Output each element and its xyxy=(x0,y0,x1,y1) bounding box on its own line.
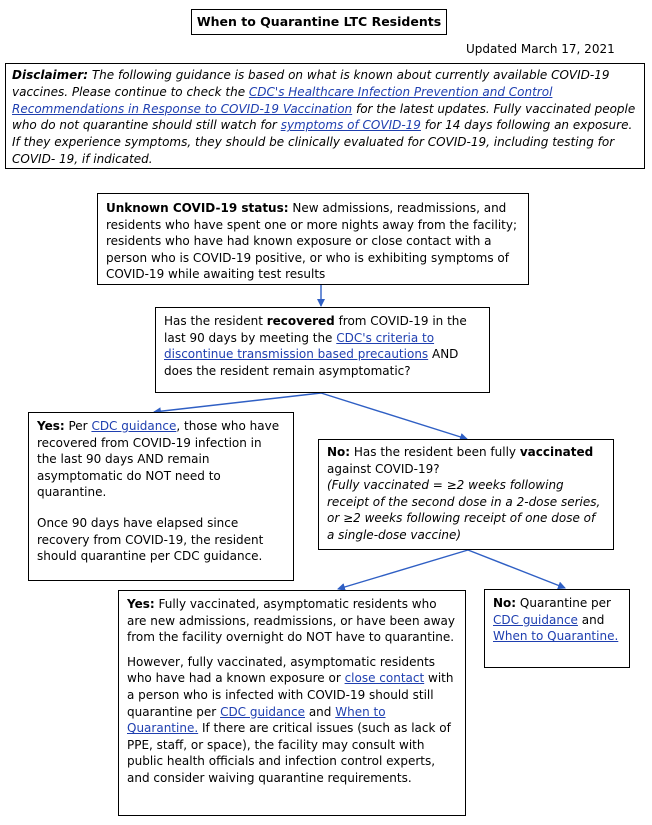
unknown-status-label: Unknown COVID-19 status: xyxy=(106,201,289,215)
cdc-criteria-link[interactable]: CDC's criteria to discontinue transmission based precautions xyxy=(164,330,435,362)
when-to-quarantine-link[interactable]: When to Quarantine. xyxy=(127,704,386,736)
recovered-text-3: AND does the resident remain asymptomatic? xyxy=(164,347,459,378)
no-quarantine-box xyxy=(484,589,630,668)
yes-recovered-box xyxy=(28,412,294,581)
updated-date: Updated March 17, 2021 xyxy=(466,42,615,56)
fully-vaccinated-definition: (Fully vaccinated = ≥2 weeks following receipt of the second dose in a 2-dose series, or ≥2 weeks following receipt of one dose of a single-dose vaccine) xyxy=(327,478,601,542)
recovered-bold: recovered xyxy=(266,314,335,328)
no-vacc-text-1: Has the resident been fully xyxy=(350,445,520,459)
yes-vacc-text-1: Fully vaccinated, asymptomatic residents who are new admissions, readmissions, or have been away from the facility overnight do NOT have to quarantine. xyxy=(127,597,455,645)
yes-vacc-text-2b: with a person who is infected with COVID-19 should still quarantine per xyxy=(127,671,454,719)
yes-vacc-text-2d: If there are critical issues (such as lack of PPE, staff, or space), the facility may consult with public health officials and infection control experts, and consider waiving quarantine requirements. xyxy=(127,721,451,785)
cdc-guidance-link-2[interactable]: CDC guidance xyxy=(220,704,305,719)
no-quar-text-2: and xyxy=(577,612,605,627)
no-vacc-bold: vaccinated xyxy=(519,445,594,459)
when-to-quarantine-link-2[interactable]: When to Quarantine. xyxy=(493,629,619,644)
cdc-guidance-link[interactable]: CDC guidance xyxy=(91,419,177,433)
yes-vacc-text-2c: and xyxy=(305,704,336,719)
arrow-recovered-to-yes xyxy=(154,393,321,412)
yes-vacc-text-2a: However, fully vaccinated, asymptomatic residents who have had a known exposure or xyxy=(127,654,436,686)
disclaimer-text-3: for 14 days following an exposure. If they experience symptoms, they should be clinically evaluated for COVID-19, including testing for COVID- 19, if indicated. xyxy=(12,118,633,166)
cdc-guidance-link-3[interactable]: CDC guidance xyxy=(493,612,578,627)
yes-vacc-label: Yes: xyxy=(127,597,155,611)
disclaimer-label: Disclaimer: xyxy=(12,68,89,82)
cdc-vaccination-recommendations-link[interactable]: CDC's Healthcare Infection Prevention and Control Recommendations in Response to COVID-19 Vaccination xyxy=(12,84,553,116)
covid-symptoms-link[interactable]: symptoms of COVID-19 xyxy=(280,118,421,133)
no-vacc-label: No: xyxy=(327,445,351,459)
arrow-vaccinated-to-no xyxy=(468,550,565,588)
yes-recovered-label: Yes: xyxy=(37,419,65,433)
unknown-status-text: New admissions, readmissions, and residents who have spent one or more nights away from the facility; residents who have had known exposure or close contact with a person who is COVID-19 positive, or who is exhibiting symptoms of COVID-19 while awaiting test results xyxy=(106,201,518,282)
no-quar-label: No: xyxy=(493,596,517,610)
yes-recovered-text-2: , those who have recovered from COVID-19 infection in the last 90 days AND remain asymptomatic do NOT need to quarantine. xyxy=(37,419,280,500)
close-contact-link[interactable]: close contact xyxy=(344,671,425,686)
yes-vaccinated-box xyxy=(118,590,466,816)
recovered-text-2: from COVID-19 in the last 90 days by meeting the xyxy=(164,314,467,345)
recovered-text-1: Has the resident xyxy=(164,314,267,328)
disclaimer-text-2: for the latest updates. Fully vaccinated people who do not quarantine should still watch for xyxy=(12,101,636,133)
recovered-question-box xyxy=(155,307,490,393)
no-vacc-text-2: against COVID-19? xyxy=(327,461,440,476)
yes-recovered-text-1: Per xyxy=(64,419,92,433)
yes-vacc-para-2 xyxy=(127,654,457,787)
no-vaccinated-question-box xyxy=(318,439,614,550)
no-quar-text-1: Quarantine per xyxy=(516,596,611,610)
arrow-recovered-to-no xyxy=(321,393,467,439)
yes-vacc-para-1 xyxy=(127,596,457,646)
yes-recovered-para-2: Once 90 days have elapsed since recovery from COVID-19, the resident should quarantine per CDC guidance. xyxy=(37,515,264,564)
page-title: When to Quarantine LTC Residents xyxy=(191,9,447,35)
disclaimer-text-1: The following guidance is based on what is known about currently available COVID-19 vaccines. Please continue to check the xyxy=(12,68,610,99)
arrow-vaccinated-to-yes xyxy=(338,550,468,589)
yes-recovered-para-1 xyxy=(37,418,285,501)
unknown-status-box xyxy=(97,193,529,285)
